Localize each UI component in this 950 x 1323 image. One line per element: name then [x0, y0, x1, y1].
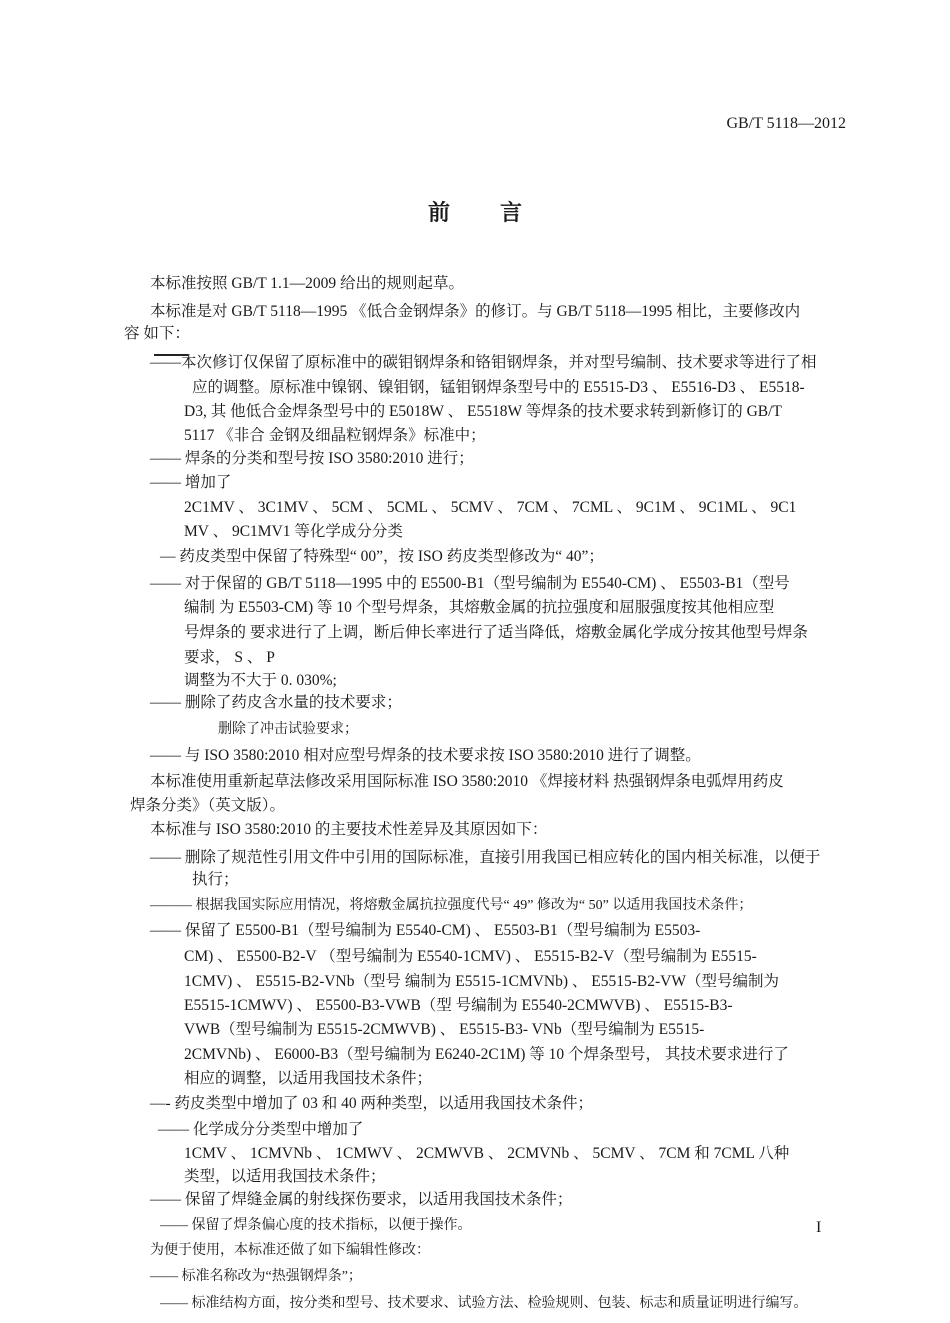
- text-line: 本标准与 ISO 3580:2010 的主要技术性差异及其原因如下：: [150, 821, 548, 838]
- text-line: 本标准使用重新起草法修改采用国际标准 ISO 3580:2010 《焊接材料 热强钢焊条电弧焊用药皮: [150, 773, 784, 790]
- text-line: 相应的调整，以适用我国技术条件；: [184, 1070, 433, 1087]
- text-line: 2C1MV 、 3C1MV 、 5CM 、 5CML 、 5CMV 、 7CM 、 7CML 、 9C1M 、 9C1ML 、 9C1: [184, 499, 797, 516]
- text-line: 删除了冲击试验要求；: [218, 722, 358, 737]
- text-line: —— 标准名称改为“热强钢焊条”；: [150, 1269, 362, 1284]
- text-line: 本标准按照 GB/T 1.1—2009 给出的规则起草。: [150, 275, 465, 292]
- text-line: 本标准是对 GB/T 5118—1995 《低合金钢焊条》的修订。与 GB/T 5118—1995 相比，主要修改内: [150, 303, 801, 320]
- text-line: —— 标准结构方面，按分类和型号、技术要求、试验方法、检验规则、包装、标志和质量证明进行编写。: [160, 1296, 808, 1311]
- text-line: VWB（型号编制为 E5515-2CMWVB) 、 E5515-B3- VNb（型号编制为 E5515-: [184, 1021, 705, 1038]
- text-line: ——— 根据我国实际应用情况，将熔敷金属抗拉强度代号“ 49” 修改为“ 50” 以适用我国技术条件；: [150, 898, 753, 913]
- text-line: —— 对于保留的 GB/T 5118—1995 中的 E5500-B1（型号编制为 E5540-CM) 、 E5503-B1（型号: [150, 575, 790, 592]
- page-title: 前言: [427, 200, 572, 225]
- text-line: 1CMV 、 1CMVNb 、 1CMWV 、 2CMWVB 、 2CMVNb 、 5CMV 、 7CM 和 7CML 八种: [184, 1145, 790, 1162]
- text-line: —- 药皮类型中增加了 03 和 40 两种类型，以适用我国技术条件；: [150, 1095, 594, 1112]
- text-line: 执行；: [192, 871, 239, 888]
- text-line: —— 保留了 E5500-B1（型号编制为 E5540-CM) 、 E5503-B1（型号编制为 E5503-: [150, 922, 701, 939]
- text-line: —— 化学成分分类型中增加了: [158, 1121, 364, 1138]
- text-line: 1CMV) 、 E5515-B2-VNb（型号 编制为 E5515-1CMVNb) 、 E5515-B2-VW（型号编制为: [184, 973, 779, 990]
- text-line: CM) 、 E5500-B2-V （型号编制为 E5540-1CMV) 、 E5515-B2-V（型号编制为 E5515-: [184, 948, 757, 965]
- text-line: 编制 为 E5503-CM) 等 10 个型号焊条，其熔敷金属的抗拉强度和屈服强度按其他相应型: [184, 599, 775, 616]
- text-line: E5515-1CMWV) 、 E5500-B3-VWB（型 号编制为 E5540-2CMWVB) 、 E5515-B3-: [184, 997, 733, 1014]
- text-line: —— 增加了: [150, 474, 232, 491]
- text-line: 焊条分类》（英文版）。: [130, 797, 286, 814]
- text-line: — 药皮类型中保留了特殊型“ 00”，按 ISO 药皮类型修改为“ 40”；: [160, 548, 604, 565]
- text-line: —— 保留了焊条偏心度的技术指标，以便于操作。: [160, 1218, 472, 1233]
- standard-code: GB/T 5118—2012: [726, 115, 846, 132]
- text-line: —— 保留了焊缝金属的射线探伤要求，以适用我国技术条件；: [150, 1191, 573, 1208]
- text-line: 为便于使用，本标准还做了如下编辑性修改：: [150, 1243, 430, 1258]
- text-line: 5117 《非合 金钢及细晶粒钢焊条》标准中；: [184, 427, 486, 444]
- text-line: MV 、 9C1MV1 等化学成分分类: [184, 523, 403, 540]
- text-line: 要求， S 、 P: [184, 649, 275, 666]
- text-line: 调整为不大于 0. 030%;: [184, 672, 337, 689]
- text-line: ——本次修订仅保留了原标准中的碳钼钢焊条和铬钼钢焊条，并对型号编制、技术要求等进行了相: [150, 354, 817, 371]
- text-line: 容 如下：: [124, 325, 190, 342]
- text-line: 应的调整。原标准中镍钢、镍钼钢，锰钼钢焊条型号中的 E5515-D3 、 E5516-D3 、 E5518-: [192, 379, 805, 396]
- text-line: —— 与 ISO 3580:2010 相对应型号焊条的技术要求按 ISO 3580:2010 进行了调整。: [150, 747, 701, 764]
- text-line: 号焊条的 要求进行了上调，断后伸长率进行了适当降低，熔敷金属化学成分按其他型号焊条: [184, 624, 808, 641]
- text-line: —— 删除了规范性引用文件中引用的国际标准，直接引用我国已相应转化的国内相关标准，以便于: [150, 849, 821, 866]
- text-line: 类型，以适用我国技术条件；: [184, 1168, 386, 1185]
- text-line: 2CMVNb) 、 E6000-B3（型号编制为 E6240-2C1M) 等 10 个焊条型号， 其技术要求进行了: [184, 1046, 789, 1063]
- text-line: —— 焊条的分类和型号按 ISO 3580:2010 进行；: [150, 450, 474, 467]
- text-line: —— 删除了药皮含水量的技术要求；: [150, 694, 402, 711]
- text-line: D3, 其 他低合金焊条型号中的 E5018W 、 E5518W 等焊条的技术要求转到新修订的 GB/T: [184, 403, 782, 420]
- page-number: I: [816, 1219, 822, 1236]
